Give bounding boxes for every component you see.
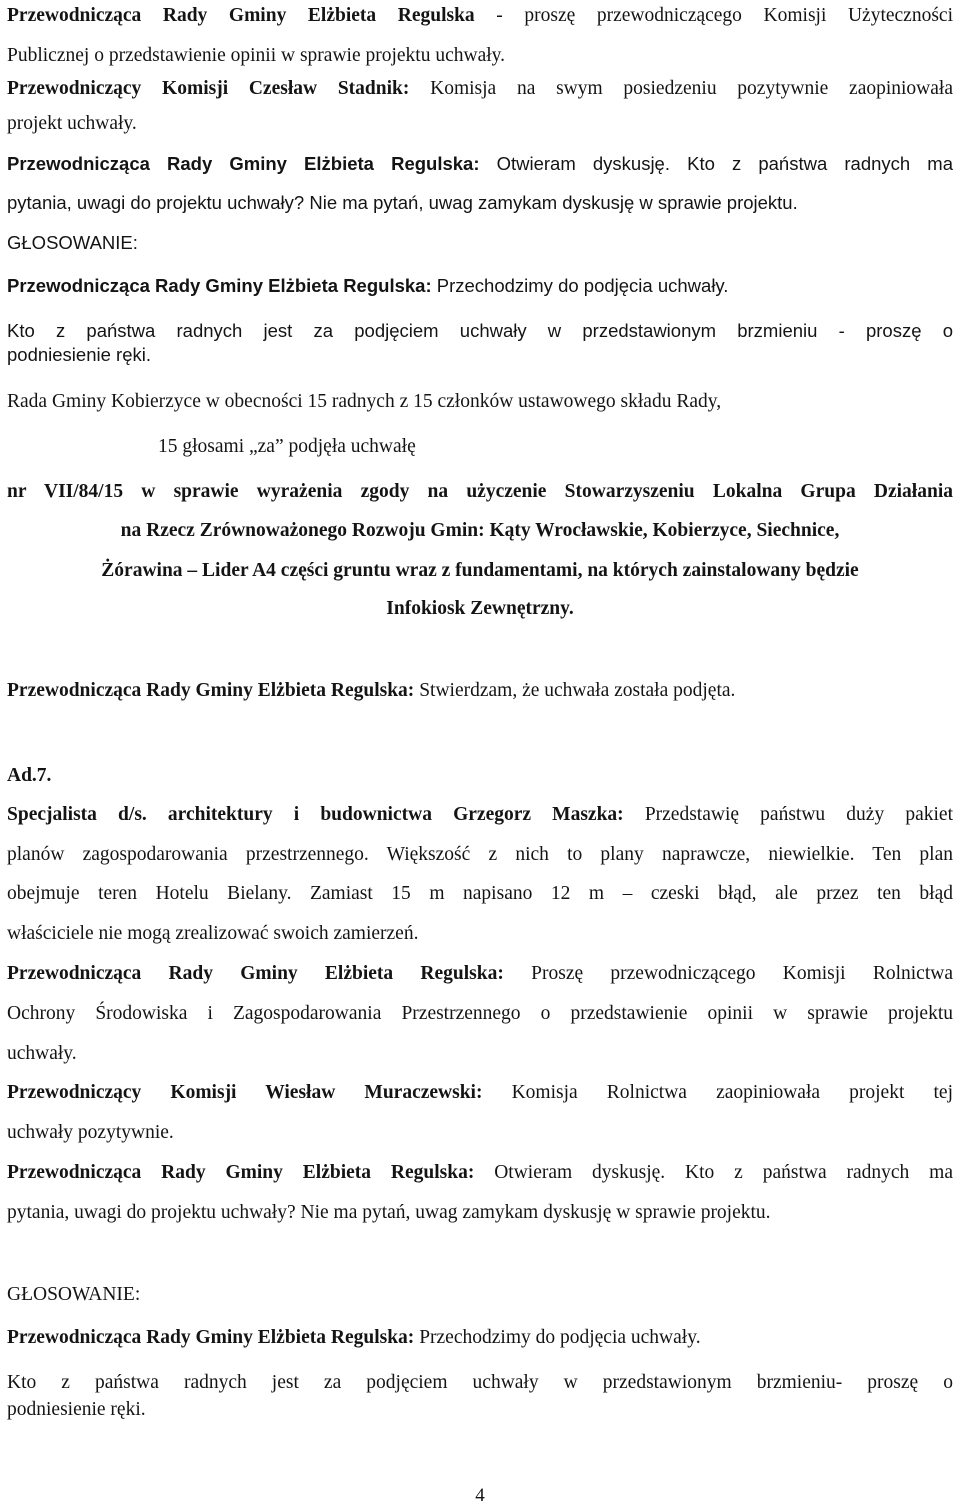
speaker-label: Przewodnicząca Rady Gminy Elżbieta Regulska: bbox=[7, 275, 432, 296]
paragraph-line: Rada Gminy Kobierzyce w obecności 15 radnych z 15 członków ustawowego składu Rady, bbox=[7, 391, 722, 412]
paragraph-line bbox=[7, 1326, 953, 1350]
speech-text: Otwieram dyskusję. Kto z państwa radnych ma bbox=[479, 153, 953, 174]
paragraph-line: pytania, uwagi do projektu uchwały? Nie ma pytań, uwag zamykam dyskusję w sprawie projektu. bbox=[7, 1202, 771, 1223]
resolution-title-line: Infokiosk Zewnętrzny. bbox=[386, 598, 574, 619]
paragraph-line bbox=[7, 1161, 953, 1185]
speech-text: Stwierdzam, że uchwała została podjęta. bbox=[414, 680, 736, 701]
page-number: 4 bbox=[475, 1485, 485, 1506]
paragraph-line bbox=[7, 803, 953, 827]
paragraph-line bbox=[7, 962, 953, 986]
paragraph-line: właściciele nie mogą zrealizować swoich zamierzeń. bbox=[7, 923, 419, 944]
agenda-item: Ad.7. bbox=[7, 765, 52, 786]
resolution-title-line: nr VII/84/15 w sprawie wyrażenia zgody na użyczenie Stowarzyszeniu Lokalna Grupa Działania bbox=[7, 481, 953, 502]
section-heading: GŁOSOWANIE: bbox=[7, 232, 138, 253]
paragraph-line: Ochrony Środowiska i Zagospodarowania Przestrzennego o przedstawienie opinii w sprawie projektu bbox=[7, 1003, 953, 1024]
paragraph-line: uchwały pozytywnie. bbox=[7, 1122, 174, 1143]
speech-text: Komisja na swym posiedzeniu pozytywnie zaopiniowała bbox=[409, 78, 953, 99]
paragraph-line: uchwały. bbox=[7, 1043, 77, 1064]
paragraph-line bbox=[7, 679, 953, 703]
speech-text: Otwieram dyskusję. Kto z państwa radnych ma bbox=[474, 1162, 953, 1183]
speaker-label: Przewodnicząca Rady Gminy Elżbieta Regulska bbox=[7, 5, 475, 26]
paragraph-line bbox=[7, 77, 953, 101]
paragraph-line bbox=[7, 274, 953, 298]
paragraph-line bbox=[7, 4, 953, 28]
resolution-title-line: na Rzecz Zrównoważonego Rozwoju Gmin: Kąty Wrocławskie, Kobierzyce, Siechnice, bbox=[120, 520, 840, 541]
section-heading: GŁOSOWANIE: bbox=[7, 1284, 141, 1305]
speaker-label: Przewodniczący Komisji Czesław Stadnik: bbox=[7, 78, 410, 99]
speaker-label: Przewodnicząca Rady Gminy Elżbieta Regulska: bbox=[7, 1162, 475, 1183]
speaker-label: Przewodnicząca Rady Gminy Elżbieta Regulska: bbox=[7, 153, 480, 174]
speech-text: Przechodzimy do podjęcia uchwały. bbox=[431, 275, 729, 296]
speech-text: Proszę przewodniczącego Komisji Rolnictwa bbox=[503, 963, 953, 984]
speaker-label: Przewodnicząca Rady Gminy Elżbieta Regulska: bbox=[7, 963, 504, 984]
paragraph-line: podniesienie ręki. bbox=[7, 1399, 146, 1420]
paragraph-line: obejmuje teren Hotelu Bielany. Zamiast 15 m napisano 12 m – czeski błąd, ale przez ten błąd bbox=[7, 883, 953, 904]
speech-text: Przechodzimy do podjęcia uchwały. bbox=[414, 1327, 701, 1348]
vote-result: 15 głosami „za” podjęła uchwałę bbox=[158, 436, 416, 457]
paragraph-line: planów zagospodarowania przestrzennego. Większość z nich to plany naprawcze, niewielkie. Ten plan bbox=[7, 844, 953, 865]
speaker-label: Przewodnicząca Rady Gminy Elżbieta Regulska: bbox=[7, 680, 415, 701]
speech-text: - proszę przewodniczącego Komisji Użyteczności bbox=[474, 5, 953, 26]
paragraph-line: pytania, uwagi do projektu uchwały? Nie ma pytań, uwag zamykam dyskusję w sprawie projektu. bbox=[7, 192, 798, 213]
speech-text: Komisja Rolnictwa zaopiniowała projekt tej bbox=[482, 1082, 953, 1103]
paragraph-line: Kto z państwa radnych jest za podjęciem uchwały w przedstawionym brzmieniu- proszę o bbox=[7, 1372, 953, 1393]
paragraph-line: Kto z państwa radnych jest za podjęciem uchwały w przedstawionym brzmieniu - proszę o bbox=[7, 320, 953, 341]
speaker-label: Przewodniczący Komisji Wiesław Muraczewski: bbox=[7, 1082, 483, 1103]
paragraph-line: podniesienie ręki. bbox=[7, 344, 151, 365]
speech-text: Przedstawię państwu duży pakiet bbox=[623, 804, 953, 825]
speaker-label: Przewodnicząca Rady Gminy Elżbieta Regulska: bbox=[7, 1327, 415, 1348]
paragraph-line bbox=[7, 152, 953, 176]
paragraph-line: projekt uchwały. bbox=[7, 113, 137, 134]
paragraph-line: Publicznej o przedstawienie opinii w sprawie projektu uchwały. bbox=[7, 45, 506, 66]
speaker-label: Specjalista d/s. architektury i budownictwa Grzegorz Maszka: bbox=[7, 804, 624, 825]
paragraph-line bbox=[7, 1081, 953, 1105]
resolution-title-line: Żórawina – Lider A4 części gruntu wraz z fundamentami, na których zainstalowany będzie bbox=[101, 560, 859, 581]
